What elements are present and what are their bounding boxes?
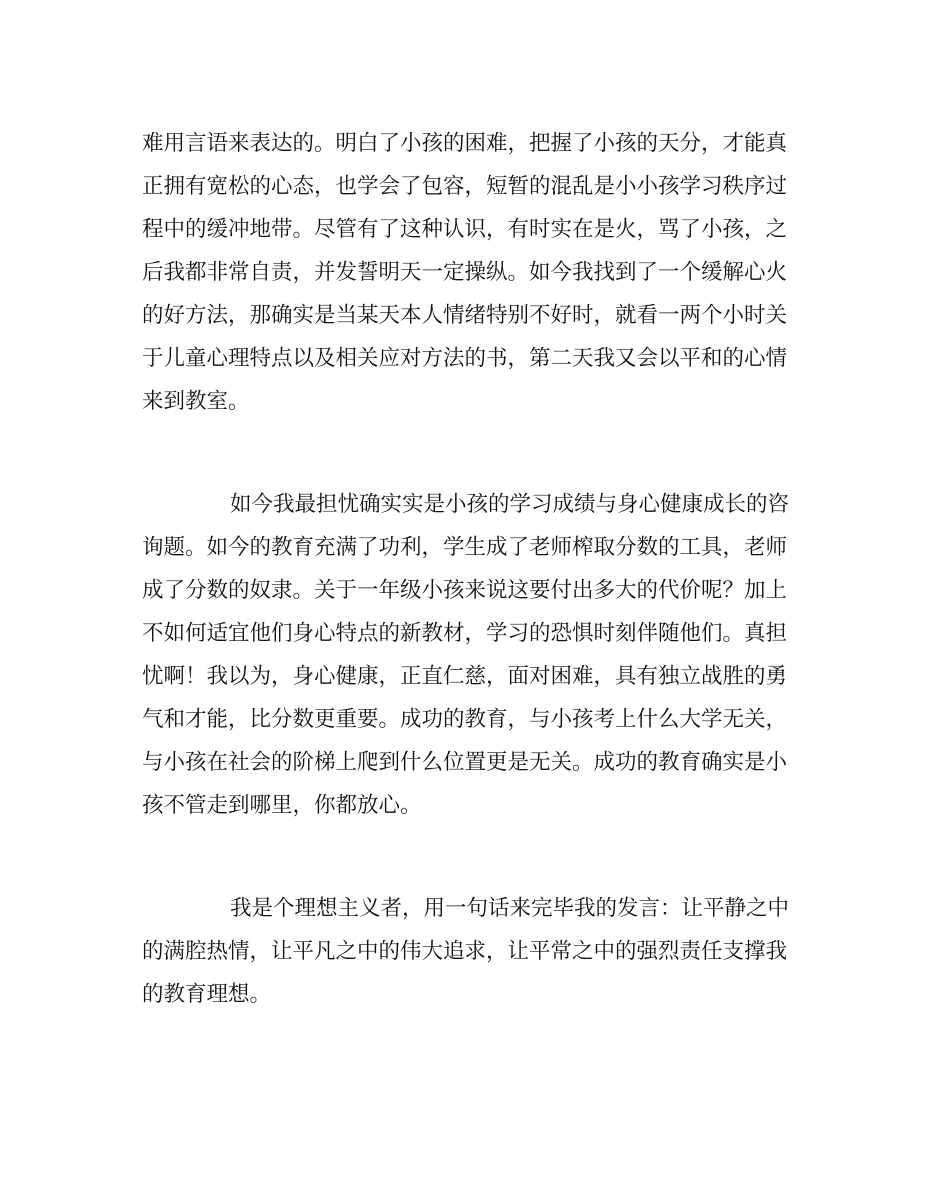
paragraph-1-line-3: 程中的缓冲地带。尽管有了这种认识，有时实在是火，骂了小孩，之 xyxy=(142,217,788,242)
paragraph-2-line-5: 忧啊！我以为，身心健康，正直仁慈，面对困难，具有独立战胜的勇 xyxy=(142,664,788,689)
paragraph-1-line-6: 于儿童心理特点以及相关应对方法的书，第二天我又会以平和的心情 xyxy=(142,346,788,371)
paragraph-3-line-3: 的教育理想。 xyxy=(142,982,272,1007)
paragraph-2-line-2: 询题。如今的教育充满了功利，学生成了老师榨取分数的工具，老师 xyxy=(142,535,788,560)
paragraph-1-line-7: 来到教室。 xyxy=(142,389,250,414)
paragraph-2-line-8: 孩不管走到哪里，你都放心。 xyxy=(142,793,422,818)
paragraph-2-line-1: 如今我最担忧确实实是小孩的学习成绩与身心健康成长的咨 xyxy=(230,492,790,517)
paragraph-3-line-2: 的满腔热情，让平凡之中的伟大追求，让平常之中的强烈责任支撑我 xyxy=(142,939,788,964)
paragraph-2-line-7: 与小孩在社会的阶梯上爬到什么位置更是无关。成功的教育确实是小 xyxy=(142,750,788,775)
paragraph-2-line-4: 不如何适宜他们身心特点的新教材，学习的恐惧时刻伴随他们。真担 xyxy=(142,621,788,646)
paragraph-1-line-5: 的好方法，那确实是当某天本人情绪特别不好时，就看一两个小时关 xyxy=(142,303,788,328)
paragraph-1-line-1: 难用言语来表达的。明白了小孩的困难，把握了小孩的天分，才能真 xyxy=(142,131,788,156)
paragraph-2-line-3: 成了分数的奴隶。关于一年级小孩来说这要付出多大的代价呢？加上 xyxy=(142,578,788,603)
paragraph-3-line-1: 我是个理想主义者，用一句话来完毕我的发言：让平静之中 xyxy=(230,896,790,921)
paragraph-2-line-6: 气和才能，比分数更重要。成功的教育，与小孩考上什么大学无关， xyxy=(142,707,788,732)
paragraph-1-line-4: 后我都非常自责，并发誓明天一定操纵。如今我找到了一个缓解心火 xyxy=(142,260,788,285)
paragraph-1-line-2: 正拥有宽松的心态，也学会了包容，短暂的混乱是小小孩学习秩序过 xyxy=(142,174,788,199)
